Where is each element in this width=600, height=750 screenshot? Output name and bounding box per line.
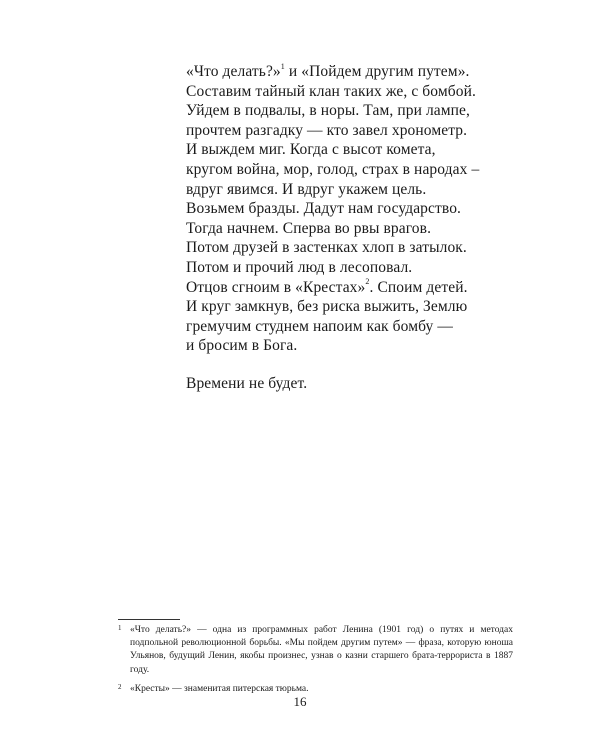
footnote-number: 1 (118, 624, 122, 632)
poem-line: гремучим студнем напоим как бомбу — (186, 317, 453, 335)
poem-line: И круг замкнув, без риска выжить, Землю (186, 298, 468, 316)
footnote-ref[interactable]: 1 (280, 61, 285, 71)
poem-line: Потом друзей в застенках хлоп в затылок. (186, 239, 467, 257)
poem-line: Составим тайный клан таких же, с бомбой. (186, 82, 476, 100)
footnotes (118, 624, 513, 702)
footnote-text: «Что делать?» — одна из программных работ Ленина (1901 год) о путях и методах подпольной революционной борьбы. «Мы пойдем другим путем» — фраза, которую юноша Ульянов, будущий Ленин, якобы произнес, узнав о казни старшего брата-террориста в 1887 году. (130, 625, 513, 675)
poem-line: и бросим в Бога. (186, 337, 298, 355)
footnote-rule (118, 619, 180, 620)
stanza-gap (186, 356, 486, 374)
footnote-number: 2 (118, 682, 122, 691)
page-number: 16 (293, 694, 307, 709)
poem-line: Уйдем в подвалы, в норы. Там, при лампе, (186, 102, 471, 120)
poem-line: Потом и прочий люд в лесоповал. (186, 258, 413, 276)
poem-line: кругом война, мор, голод, страх в народах – (186, 160, 480, 178)
poem-line: прочтем разгадку — кто завел хронометр. (186, 121, 468, 139)
poem-line: Тогда начнем. Сперва во рвы врагов. (186, 219, 432, 237)
poem-line: И выждем миг. Когда с высот комета, (186, 141, 436, 159)
poem-final-line: Времени не будет. (186, 374, 308, 392)
poem-line: вдруг явимся. И вдруг укажем цель. (186, 180, 427, 198)
footnote (118, 624, 513, 677)
footnote-ref[interactable]: 2 (365, 277, 370, 287)
poem-line: «Что делать?»$^1$ и «Пойдем другим путем». (186, 61, 470, 80)
poem-line: Отцов сгноим в «Крестах»$^2$. Споим детей. (186, 277, 468, 296)
poem-line: Возьмем бразды. Дадут нам государство. (186, 200, 462, 218)
footnote-text: «Кресты» — знаменитая питерская тюрьма. (130, 683, 309, 694)
poem (186, 62, 486, 394)
